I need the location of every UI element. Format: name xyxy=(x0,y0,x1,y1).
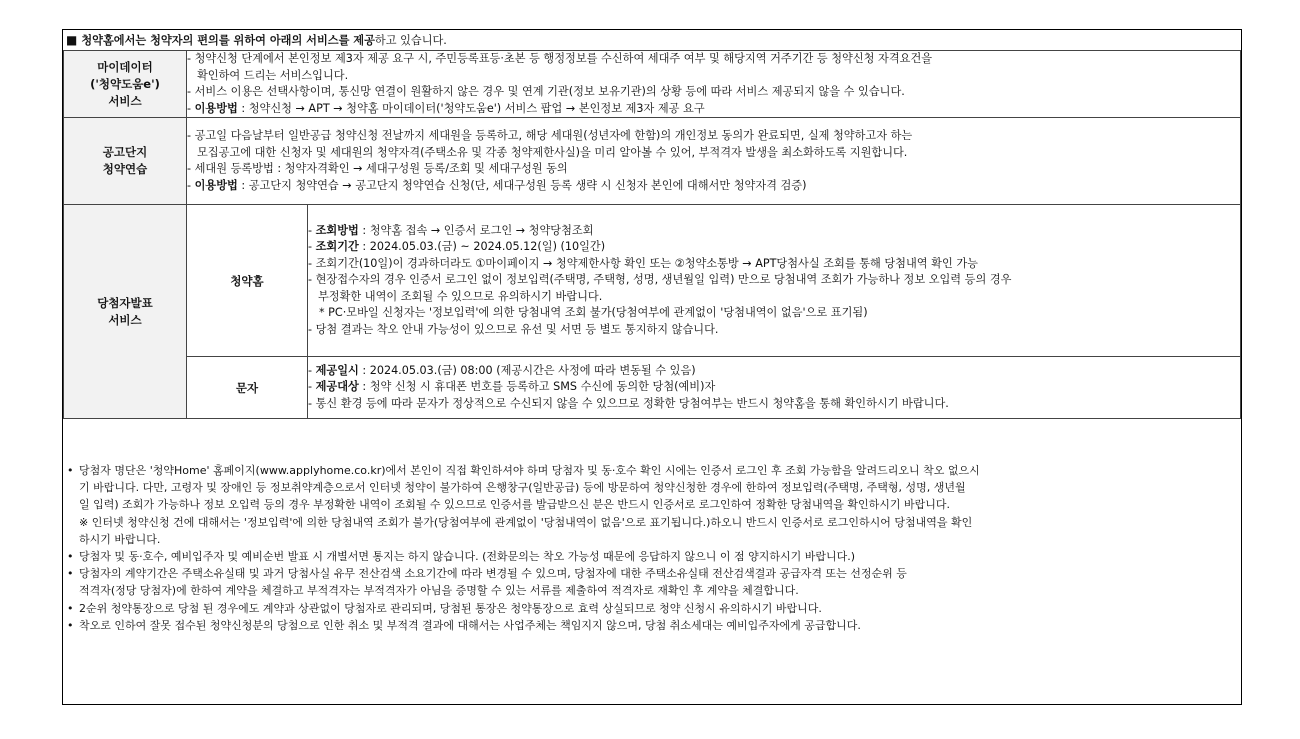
practice-label: 공고단지 청약연습 xyxy=(64,118,187,205)
list-item-continuation: 기 바랍니다. 다만, 고령자 및 장애인 등 정보취약계층으로서 인터넷 청약이 불가하여 은행창구(일반공급) 등에 방문하여 청약신청한 경우에 한하여 정보입력(주택명, 주택형, 성명, 생년월 xyxy=(79,481,966,495)
bullet-dot-icon: • xyxy=(67,550,74,564)
table-row-practice xyxy=(64,118,1241,205)
bullet-dot-icon: • xyxy=(67,618,74,632)
section-header xyxy=(63,30,1241,49)
bullet-dot-icon: • xyxy=(67,464,74,477)
table-row-winner-sms xyxy=(64,357,1241,419)
mydata-usage-label: 이용방법 xyxy=(194,101,238,115)
list-item-continuation: ※ 인터넷 청약신청 건에 대해서는 '정보입력'에 의한 당첨내역 조회가 불가(당첨여부에 관계없이 '당첨내역이 없음'으로 표기됩니다.)하오니 반드시 인증서로 로그인하시어 당첨내역을 확인 xyxy=(79,515,973,529)
list-item: • 착오로 인하여 잘못 접수된 청약신청분의 당첨으로 인한 취소 및 부적격 결과에 대해서는 사업주체는 책임지지 않으며, 당첨 취소세대는 예비입주자에게 공급합니다. xyxy=(63,617,1241,634)
mydata-label: 마이데이터 ('청약도움e') 서비스 xyxy=(64,51,187,118)
list-item: • 당첨자 및 동·호수, 예비입주자 및 예비순번 발표 시 개별서면 통지는 하지 않습니다. (전화문의는 착오 가능성 때문에 응답하지 않으니 이 점 양지하시기 바랍니다.) xyxy=(63,548,1241,565)
table-row-winner-home xyxy=(64,205,1241,357)
practice-usage-label: 이용방법 xyxy=(194,178,238,192)
square-bullet-icon: ■ xyxy=(66,33,78,47)
mydata-content: - 청약신청 단계에서 본인정보 제3자 제공 요구 시, 주민등록표등·초본 등 행정정보를 수신하여 세대주 여부 및 해당지역 거주기간 등 청약신청 자격요건을 확인하여 드리는 서비스입니다. - 서비스 이용은 선택사항이며, 통신망 연결이 원활하지 않은 경우 및 연계 기관(정보 보유기관)의 상황 등에 따라 서비스 제공되지 않을 수 있습니다. - 이용방법 : 청약신청 → APT → 청약홈 마이데이터('청약도움e') 서비스 팝업 → 본인정보 제3자 제공 요구 xyxy=(187,51,1241,118)
list-item-continuation: 적격자(정당 당첨자)에 한하여 계약을 체결하고 부적격자는 부적격자가 아님을 증명할 수 있는 서류를 제출하여 적격자로 재확인 후 계약을 체결합니다. xyxy=(79,584,799,598)
winner-home-label: 청약홈 xyxy=(187,205,308,357)
notes-list xyxy=(63,462,1241,634)
header-rest-text: 하고 있습니다. xyxy=(374,34,447,47)
notice-frame xyxy=(62,29,1242,705)
header-bold-text: 청약홈에서는 청약자의 편의를 위하여 아래의 서비스를 제공 xyxy=(81,34,375,47)
winner-sms-content: - 제공일시 : 2024.05.03.(금) 08:00 (제공시간은 사정에 따라 변동될 수 있음) - 제공대상 : 청약 신청 시 휴대폰 번호를 등록하고 SMS 수신에 동의한 당첨(예비)자 - 통신 환경 등에 따라 문자가 정상적으로 수신되지 않을 수 있으므로 정확한 당첨여부는 반드시 청약홈을 통해 확인하시기 바랍니다. xyxy=(308,357,1241,419)
list-item: • 2순위 청약통장으로 당첨 된 경우에도 계약과 상관없이 당첨자로 관리되며, 당첨된 통장은 청약통장으로 효력 상실되므로 청약 신청시 유의하시기 바랍니다. xyxy=(63,600,1241,617)
list-item: • 당첨자 명단은 '청약Home' 홈페이지(www.applyhome.co.kr)에서 본인이 직접 확인하셔야 하며 당첨자 및 동·호수 확인 시에는 인증서 로그인 후 조회 가능함을 알려드리오니 착오 없으시 xyxy=(63,462,1241,479)
services-table xyxy=(63,50,1241,419)
bullet-dot-icon: • xyxy=(67,567,74,581)
table-row-mydata xyxy=(64,51,1241,118)
winner-home-content: - 조회방법 : 청약홈 접속 → 인증서 로그인 → 청약당첨조회 - 조회기간 : 2024.05.03.(금) ~ 2024.05.12(일) (10일간) - 조회기간(10일)이 경과하더라도 ①마이페이지 → 청약제한사항 확인 또는 ②청약소통방 → APT당첨사실 조회를 통해 당첨내역 확인 가능 - 현장접수자의 경우 인증서 로그인 없이 정보입력(주택명, 주택형, 성명, 생년월일 입력) 만으로 당첨내역 조회가 가능하나 정보 오입력 등의 경우 부정확한 내역이 조회될 수 있으므로 유의하시기 바랍니다. * PC·모바일 신청자는 '정보입력'에 의한 당첨내역 조회 불가(당첨여부에 관계없이 '당첨내역이 없음'으로 표기됨) - 당첨 결과는 착오 안내 가능성이 있으므로 유선 및 서면 등 별도 통지하지 않습니다. xyxy=(308,205,1241,357)
winner-sms-label: 문자 xyxy=(187,357,308,419)
list-item: • 당첨자의 계약기간은 주택소유실태 및 과거 당첨사실 유무 전산검색 소요기간에 따라 변경될 수 있으며, 당첨자에 대한 주택소유실태 전산검색결과 공급자격 또는 선정순위 등 xyxy=(63,565,1241,582)
winner-label: 당첨자발표 서비스 xyxy=(64,205,187,419)
bullet-dot-icon: • xyxy=(67,601,74,615)
list-item-continuation: 일 입력) 조회가 가능하나 정보 오입력 등의 경우 부정확한 내역이 조회될 수 있으므로 인증서를 발급받으신 분은 반드시 인증서로 로그인하여 정확한 당첨내역을 확인하시기 바랍니다. xyxy=(79,498,951,512)
list-item-continuation: 하시기 바랍니다. xyxy=(79,532,161,546)
practice-content: - 공고일 다음날부터 일반공급 청약신청 전날까지 세대원을 등록하고, 해당 세대원(성년자에 한함)의 개인정보 동의가 완료되면, 실제 청약하고자 하는 모집공고에 대한 신청자 및 세대원의 청약자격(주택소유 및 각종 청약제한사실)을 미리 알아볼 수 있어, 부적격자 발생을 최소화하도록 지원합니다. - 세대원 등록방법 : 청약자격확인 → 세대구성원 등록/조회 및 세대구성원 동의 - 이용방법 : 공고단지 청약연습 → 공고단지 청약연습 신청(단, 세대구성원 등록 생략 시 신청자 본인에 대해서만 청약자격 검증) xyxy=(187,118,1241,205)
